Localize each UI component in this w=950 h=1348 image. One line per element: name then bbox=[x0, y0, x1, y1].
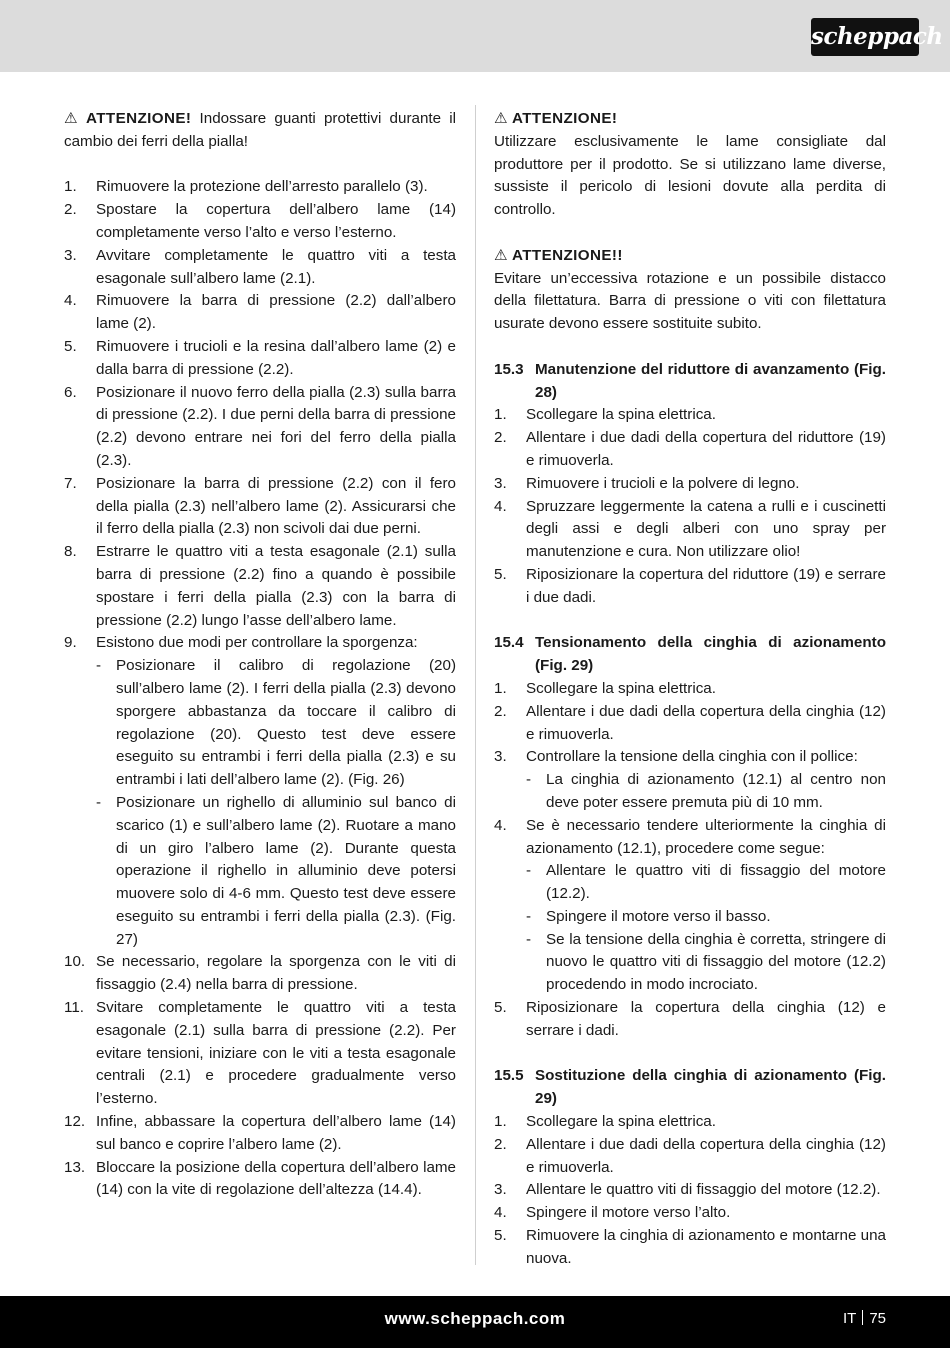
sub-list-item: - La cinghia di azionamento (12.1) al centro non deve poter essere premuta più di 10 mm. bbox=[526, 771, 886, 811]
section-heading-15-5: 15.5 Sostituzione della cinghia di azionamento (Fig. 29) bbox=[494, 1067, 886, 1108]
sub-list bbox=[526, 860, 886, 997]
list-item: 13. Bloccare la posizione della copertura dell’albero lame (14) con la vite di regolazione dell’altezza (14.4). bbox=[64, 1158, 456, 1199]
list-item: 3. Rimuovere i trucioli e la polvere di legno. bbox=[494, 474, 800, 492]
column-divider bbox=[475, 105, 476, 1265]
list-item: 4. Spruzzare leggermente la catena a rulli e i cuscinetti degli assi e degli alberi con uno spray per manutenzione e cura. Non utilizzare olio! bbox=[494, 497, 886, 561]
list-item: 2. Spostare la copertura dell’albero lame (14) completamente verso l’alto e verso l’esterno. bbox=[64, 201, 456, 241]
list-item: 4. Rimuovere la barra di pressione (2.2) dall’albero lame (2). bbox=[64, 292, 456, 333]
list-item: 6. Posizionare il nuovo ferro della pialla (2.3) sulla barra di pressione (2.2). I due perni della barra di pressione (2.2) devono entrare nei fori del ferro della pialla (2.3). bbox=[64, 383, 456, 469]
sub-list-item: - Se la tensione della cinghia è corretta, stringere di nuovo le quattro viti di fissaggio del motore (12.2) procedendo in modo incrociato. bbox=[526, 930, 886, 994]
sub-list-item: - Posizionare il calibro di regolazione (20) sull’albero lame (2). I ferri della pialla (2.3) devono sporgere abbastanza da toccare il calibro di regolazione (20). Questo test deve essere eseguito su entrambi i ferri della pialla (2.3) e su entrambi i lati dell’albero lame (2). (Fig. 26) bbox=[96, 657, 456, 789]
sub-list-item: - Spingere il motore verso il basso. bbox=[526, 907, 771, 925]
sub-list-item: - Allentare le quattro viti di fissaggio del motore (12.2). bbox=[526, 862, 886, 903]
right-column bbox=[494, 108, 886, 1271]
list-item: 4. Spingere il motore verso l’alto. bbox=[494, 1204, 731, 1222]
list-item: 1. Rimuovere la protezione dell’arresto parallelo (3). bbox=[64, 178, 428, 196]
warning-gloves bbox=[64, 108, 456, 154]
warning-text-blades: Utilizzare esclusivamente le lame consigliate dal produttore per il prodotto. Se si utilizzano lame diverse, sussiste il pericolo di lesioni dovute alla perdita di controllo. bbox=[494, 132, 886, 219]
left-column bbox=[64, 108, 456, 1202]
footer-bar bbox=[0, 1296, 950, 1348]
list-item: 5. Riposizionare la copertura del riduttore (19) e serrare i due dadi. bbox=[494, 565, 886, 606]
list-item: 9. Esistono due modi per controllare la sporgenza: - Posizionare il calibro di regolazione (20) sull’albero lame (2). I ferri della pialla (2.3) devono sporgere abbastanza da toccare il calibro di regolazione (20). Questo test deve essere eseguito su entrambi i ferri della pialla (2.3) e su entrambi i lati dell’albero lame (2). (Fig. 26) - Posizionare un righello di alluminio sul banco di scarico (1) e sull’albero lame (2). Ruotare a mano di un giro l’albero lame (2). Durante questa operazione il righello in alluminio deve potersi muovere solo di 4-6 mm. Questo test deve essere eseguito su entrambi i ferri della pialla (2.3). (Fig. 27) bbox=[64, 632, 456, 951]
sub-list bbox=[526, 769, 886, 815]
warning-triangle-icon: ⚠ bbox=[494, 246, 509, 264]
list-item: 8. Estrarre le quattro viti a testa esagonale (2.1) sulla barra di pressione (2.2) fino a quando è possibile spostare i ferri della pialla (2.3) con la barra di pressione (2.2) lungo l’asse dell’albero lame. bbox=[64, 543, 456, 629]
warning-triangle-icon: ⚠ bbox=[64, 110, 82, 127]
list-item: 2. Allentare i due dadi della copertura della cinghia (12) e rimuoverla. bbox=[494, 702, 886, 743]
language-code: IT bbox=[842, 1310, 857, 1327]
section-15-5-list bbox=[494, 1111, 886, 1271]
list-item: 5. Riposizionare la copertura della cinghia (12) e serrare i dadi. bbox=[494, 999, 886, 1039]
list-item: 2. Allentare i due dadi della copertura del riduttore (19) e rimuoverla. bbox=[494, 429, 886, 469]
brand-logo: scheppach bbox=[811, 18, 919, 56]
separator bbox=[862, 1310, 863, 1325]
list-item: 3. Controllare la tensione della cinghia con il pollice: - La cinghia di azionamento (12.1) al centro non deve poter essere premuta più di 10 mm. bbox=[494, 746, 886, 814]
list-item: 1. Scollegare la spina elettrica. bbox=[494, 1113, 716, 1131]
list-item: 2. Allentare i due dadi della copertura della cinghia (12) e rimuoverla. bbox=[494, 1135, 886, 1176]
sub-list bbox=[96, 655, 456, 951]
warning-text-thread: Evitare un’eccessiva rotazione e un possibile distacco della filettatura. Barra di pressione o viti con filettatura usurate devono essere sostituite subito. bbox=[494, 269, 886, 333]
section-15-3-list bbox=[494, 404, 886, 609]
list-item: 5. Rimuovere la cinghia di azionamento e montarne una nuova. bbox=[494, 1227, 886, 1267]
sub-list-item: - Posizionare un righello di alluminio sul banco di scarico (1) e sull’albero lame (2). Ruotare a mano di un giro l’albero lame (2). Durante questa operazione il righello in alluminio deve potersi muovere solo di 4-6 mm. Questo test deve essere eseguito su entrambi i ferri della pialla (2.3). (Fig. 27) bbox=[96, 793, 456, 948]
website-link[interactable]: www.scheppach.com bbox=[384, 1309, 566, 1328]
section-15-4-list bbox=[494, 678, 886, 1043]
warning-title-blades: ⚠ ATTENZIONE! bbox=[494, 110, 618, 127]
page-indicator bbox=[843, 1296, 886, 1342]
warning-text: Indossare guanti protettivi durante il cambio dei ferri della pialla! bbox=[64, 110, 456, 150]
list-item: 10. Se necessario, regolare la sporgenza con le viti di fissaggio (2.4) nella barra di pressione. bbox=[64, 953, 456, 994]
warning-triangle-icon: ⚠ bbox=[494, 110, 509, 127]
list-item: 1. Scollegare la spina elettrica. bbox=[494, 679, 716, 697]
page-number: 75 bbox=[869, 1310, 886, 1327]
section-heading-15-3: 15.3 Manutenzione del riduttore di avanzamento (Fig. 28) bbox=[494, 360, 886, 401]
list-item: 5. Rimuovere i trucioli e la resina dall’albero lame (2) e dalla barra di pressione (2.2). bbox=[64, 337, 456, 378]
list-item: 3. Allentare le quattro viti di fissaggio del motore (12.2). bbox=[494, 1181, 881, 1199]
warning-title-thread: ⚠ ATTENZIONE!! bbox=[494, 246, 623, 264]
header-bar bbox=[0, 0, 950, 72]
list-item: 3. Avvitare completamente le quattro viti a testa esagonale sull’albero lame (2.1). bbox=[64, 246, 456, 287]
list-item: 11. Svitare completamente le quattro viti a testa esagonale (2.1) sulla barra di pressione (2.2). Per evitare tensioni, iniziare con le viti a testa esagonale centrali (2.1) e procedere gradualmente verso l’esterno. bbox=[64, 999, 456, 1108]
procedure-list bbox=[64, 176, 456, 1202]
list-item: 4. Se è necessario tendere ulteriormente la cinghia di azionamento (12.1), procedere come segue: - Allentare le quattro viti di fissaggio del motore (12.2). - Spingere il motore verso il basso. - Se la tensione della cinghia è corretta, stringere di nuovo le quattro viti di fissaggio del motore (12.2) procedendo in modo incrociato. bbox=[494, 815, 886, 997]
section-heading-15-4: 15.4 Tensionamento della cinghia di azionamento (Fig. 29) bbox=[494, 634, 886, 675]
list-item: 7. Posizionare la barra di pressione (2.2) con il fero della pialla (2.3) nell’albero lame (2). Assicurarsi che il ferro della pialla (2.3) non scivoli dai due perni. bbox=[64, 474, 456, 538]
list-item: 12. Infine, abbassare la copertura dell’albero lame (14) sul banco e coprire l’albero lame (2). bbox=[64, 1113, 456, 1153]
warning-title: ATTENZIONE! bbox=[85, 110, 192, 127]
list-item: 1. Scollegare la spina elettrica. bbox=[494, 406, 716, 424]
